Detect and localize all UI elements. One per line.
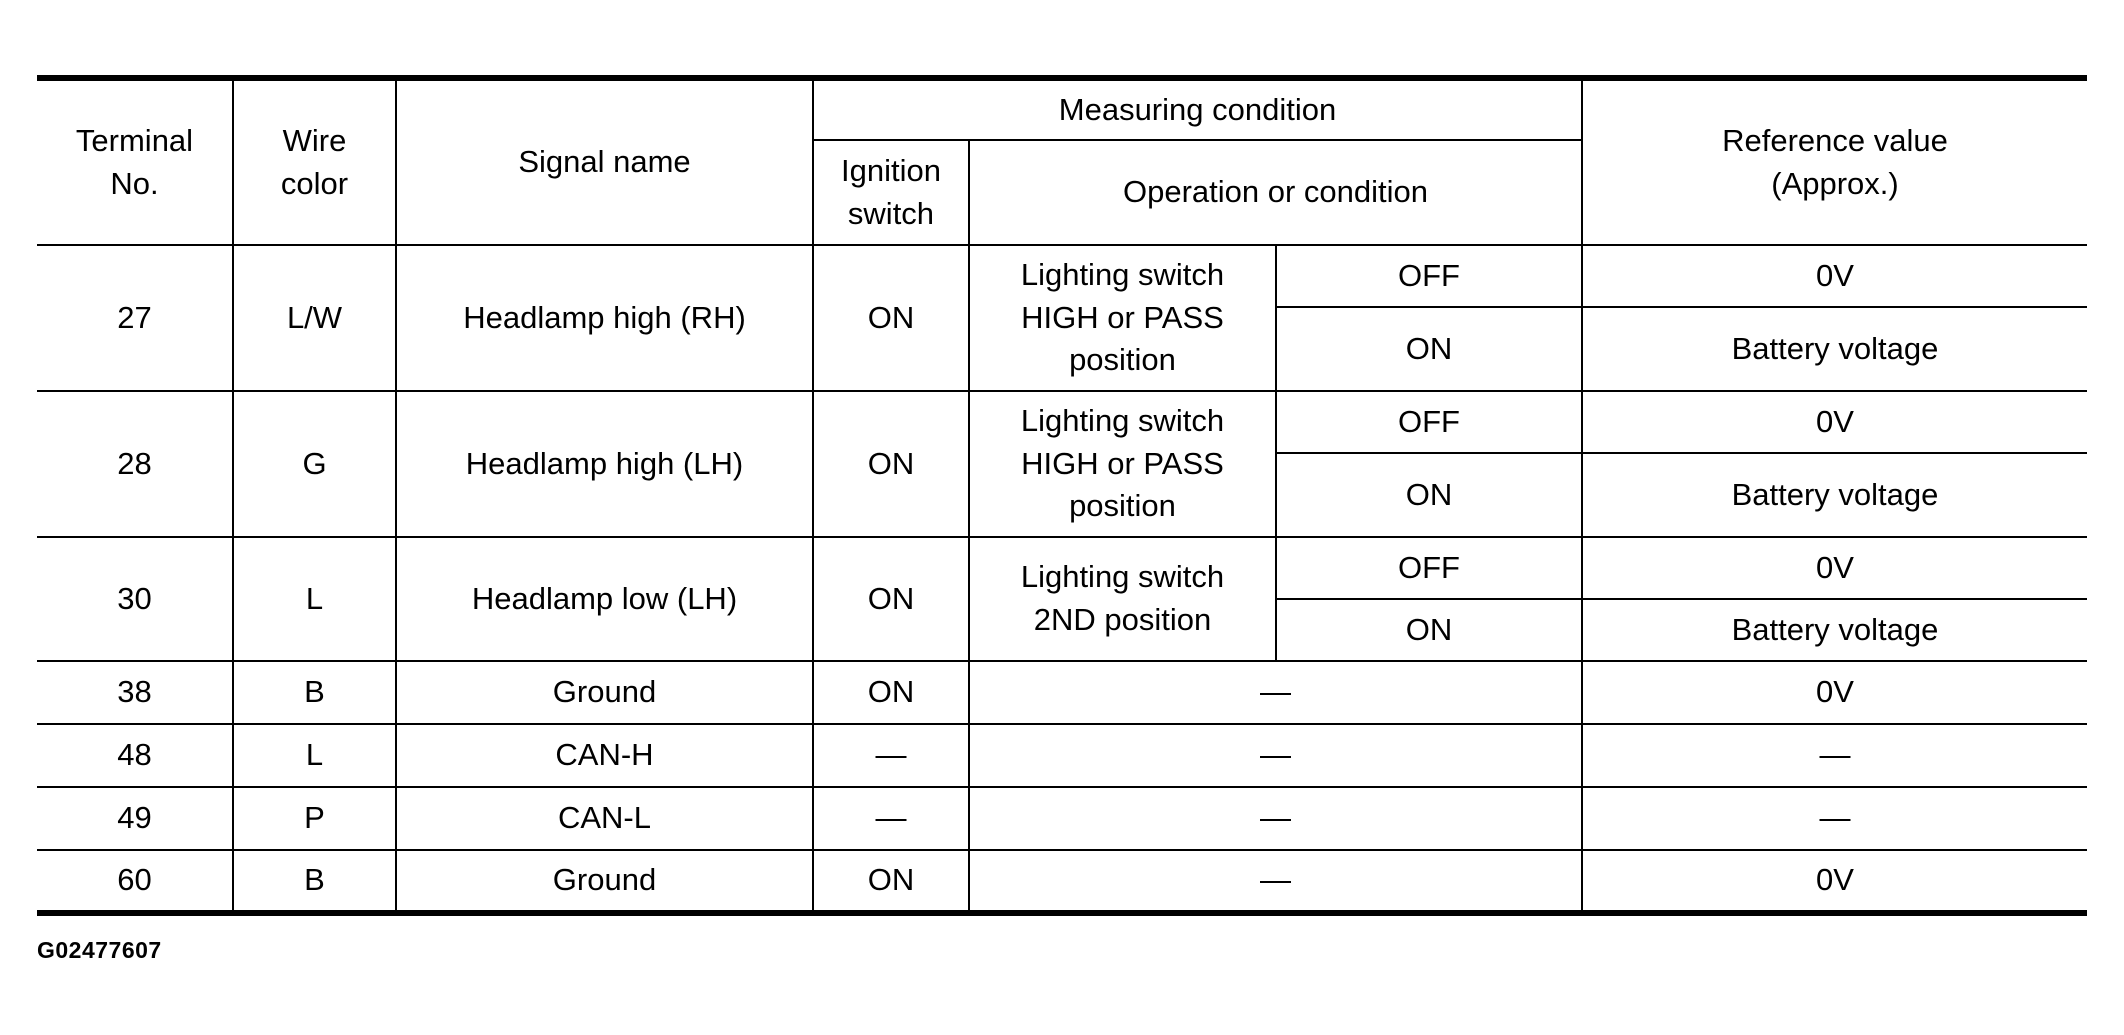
reference-value-cell: Battery voltage bbox=[1582, 599, 2087, 661]
switch-state-cell: ON bbox=[1276, 599, 1582, 661]
reference-value-cell: — bbox=[1582, 787, 2087, 850]
ignition-switch-cell: ON bbox=[813, 537, 969, 661]
terminal-table-wrapper bbox=[37, 75, 2087, 916]
terminal-number-cell: 27 bbox=[37, 245, 233, 391]
terminal-reference-table bbox=[37, 75, 2087, 916]
wire-color-cell: B bbox=[233, 661, 396, 724]
switch-state-cell: OFF bbox=[1276, 245, 1582, 307]
terminal-number-cell: 30 bbox=[37, 537, 233, 661]
signal-name-cell: CAN-L bbox=[396, 787, 813, 850]
header-reference-value: Reference value (Approx.) bbox=[1582, 78, 2087, 245]
reference-value-cell: 0V bbox=[1582, 661, 2087, 724]
reference-value-cell: — bbox=[1582, 724, 2087, 787]
terminal-number-cell: 48 bbox=[37, 724, 233, 787]
ignition-switch-cell: ON bbox=[813, 245, 969, 391]
header-signal-name: Signal name bbox=[396, 78, 813, 245]
operation-condition-cell: Lighting switch 2ND position bbox=[969, 537, 1276, 661]
table-row bbox=[37, 245, 2087, 307]
switch-state-cell: ON bbox=[1276, 453, 1582, 537]
switch-state-cell: OFF bbox=[1276, 537, 1582, 599]
switch-state-cell: OFF bbox=[1276, 391, 1582, 453]
table-body bbox=[37, 245, 2087, 913]
signal-name-cell: Headlamp high (LH) bbox=[396, 391, 813, 537]
table-row bbox=[37, 391, 2087, 453]
wire-color-cell: L/W bbox=[233, 245, 396, 391]
reference-value-cell: 0V bbox=[1582, 245, 2087, 307]
ignition-switch-cell: — bbox=[813, 724, 969, 787]
header-terminal-no: Terminal No. bbox=[37, 78, 233, 245]
terminal-number-cell: 49 bbox=[37, 787, 233, 850]
reference-value-cell: 0V bbox=[1582, 537, 2087, 599]
figure-id: G02477607 bbox=[37, 937, 162, 963]
reference-value-cell: 0V bbox=[1582, 391, 2087, 453]
operation-condition-cell: — bbox=[969, 850, 1582, 913]
wire-color-cell: P bbox=[233, 787, 396, 850]
operation-condition-cell: Lighting switch HIGH or PASS position bbox=[969, 245, 1276, 391]
ignition-switch-cell: — bbox=[813, 787, 969, 850]
table-header bbox=[37, 78, 2087, 245]
switch-state-cell: ON bbox=[1276, 307, 1582, 391]
wire-color-cell: L bbox=[233, 537, 396, 661]
signal-name-cell: Ground bbox=[396, 850, 813, 913]
terminal-number-cell: 28 bbox=[37, 391, 233, 537]
table-row bbox=[37, 661, 2087, 724]
operation-condition-cell: — bbox=[969, 787, 1582, 850]
operation-condition-cell: — bbox=[969, 724, 1582, 787]
terminal-number-cell: 60 bbox=[37, 850, 233, 913]
header-measuring-condition: Measuring condition bbox=[813, 78, 1582, 140]
signal-name-cell: Headlamp low (LH) bbox=[396, 537, 813, 661]
signal-name-cell: Headlamp high (RH) bbox=[396, 245, 813, 391]
signal-name-cell: CAN-H bbox=[396, 724, 813, 787]
terminal-number-cell: 38 bbox=[37, 661, 233, 724]
wire-color-cell: G bbox=[233, 391, 396, 537]
reference-value-cell: 0V bbox=[1582, 850, 2087, 913]
table-row bbox=[37, 724, 2087, 787]
header-wire-color: Wire color bbox=[233, 78, 396, 245]
table-row bbox=[37, 787, 2087, 850]
ignition-switch-cell: ON bbox=[813, 391, 969, 537]
reference-value-cell: Battery voltage bbox=[1582, 307, 2087, 391]
signal-name-cell: Ground bbox=[396, 661, 813, 724]
ignition-switch-cell: ON bbox=[813, 850, 969, 913]
header-ignition-switch: Ignition switch bbox=[813, 140, 969, 245]
header-row-1 bbox=[37, 78, 2087, 140]
operation-condition-cell: Lighting switch HIGH or PASS position bbox=[969, 391, 1276, 537]
header-operation-or-condition: Operation or condition bbox=[969, 140, 1582, 245]
ignition-switch-cell: ON bbox=[813, 661, 969, 724]
wire-color-cell: L bbox=[233, 724, 396, 787]
table-row bbox=[37, 850, 2087, 913]
reference-value-cell: Battery voltage bbox=[1582, 453, 2087, 537]
wire-color-cell: B bbox=[233, 850, 396, 913]
table-row bbox=[37, 537, 2087, 599]
operation-condition-cell: — bbox=[969, 661, 1582, 724]
